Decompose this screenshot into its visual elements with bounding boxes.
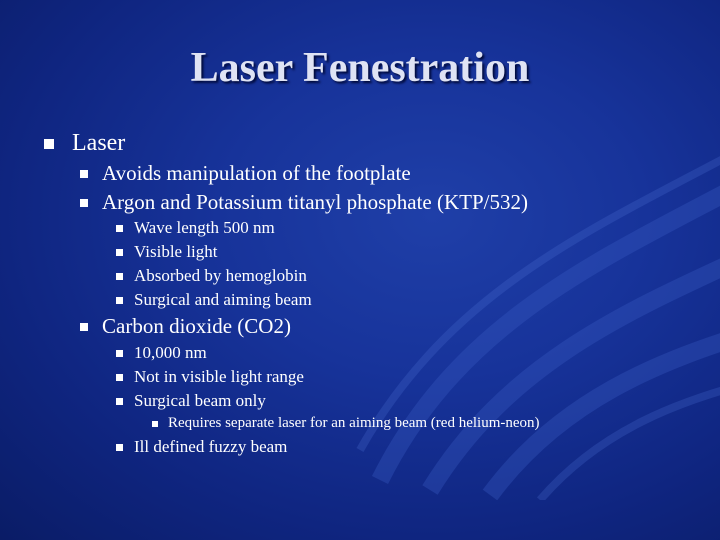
bullet-square-icon — [116, 225, 123, 232]
bullet-square-icon — [44, 139, 54, 149]
bullet-text: Avoids manipulation of the footplate — [102, 161, 411, 185]
bullet-square-icon — [116, 398, 123, 405]
bullet-hemoglobin — [116, 266, 307, 286]
bullet-square-icon — [116, 297, 123, 304]
bullet-text: Carbon dioxide (CO2) — [102, 314, 291, 338]
bullet-square-icon — [116, 249, 123, 256]
bullet-not-visible — [116, 367, 304, 387]
bullet-text: Laser — [72, 130, 126, 156]
bullet-text: Visible light — [134, 242, 218, 261]
bullet-aiming-beam-note — [152, 415, 540, 432]
bullet-text: 10,000 nm — [134, 343, 207, 362]
bullet-wavelength-500 — [116, 218, 275, 238]
bullet-text: Absorbed by hemoglobin — [134, 266, 307, 285]
bullet-text: Requires separate laser for an aiming beam (red helium-neon) — [168, 415, 540, 431]
bullet-text: Surgical and aiming beam — [134, 290, 312, 309]
bullet-fuzzy-beam — [116, 437, 287, 457]
bullet-square-icon — [116, 444, 123, 451]
bullet-square-icon — [80, 170, 88, 178]
bullet-square-icon — [152, 421, 158, 427]
bullet-square-icon — [80, 199, 88, 207]
bullet-text: Not in visible light range — [134, 367, 304, 386]
bullet-avoids-footplate — [80, 161, 411, 186]
bullet-text: Wave length 500 nm — [134, 218, 275, 237]
bullet-visible-light — [116, 242, 218, 262]
bullet-square-icon — [116, 374, 123, 381]
bullet-co2 — [80, 314, 291, 339]
bullet-text: Ill defined fuzzy beam — [134, 437, 288, 456]
bullet-laser — [44, 130, 125, 157]
bullet-10000nm — [116, 343, 207, 363]
bullet-square-icon — [116, 273, 123, 280]
bullet-surgical-aiming — [116, 290, 312, 310]
bullet-square-icon — [80, 323, 88, 331]
bullet-text: Surgical beam only — [134, 391, 266, 410]
bullet-text: Argon and Potassium titanyl phosphate (KTP/532) — [102, 190, 528, 214]
bullet-square-icon — [116, 350, 123, 357]
bullet-surgical-only — [116, 391, 266, 411]
bullet-argon-ktp — [80, 190, 528, 215]
slide-title: Laser Fenestration — [190, 45, 530, 91]
